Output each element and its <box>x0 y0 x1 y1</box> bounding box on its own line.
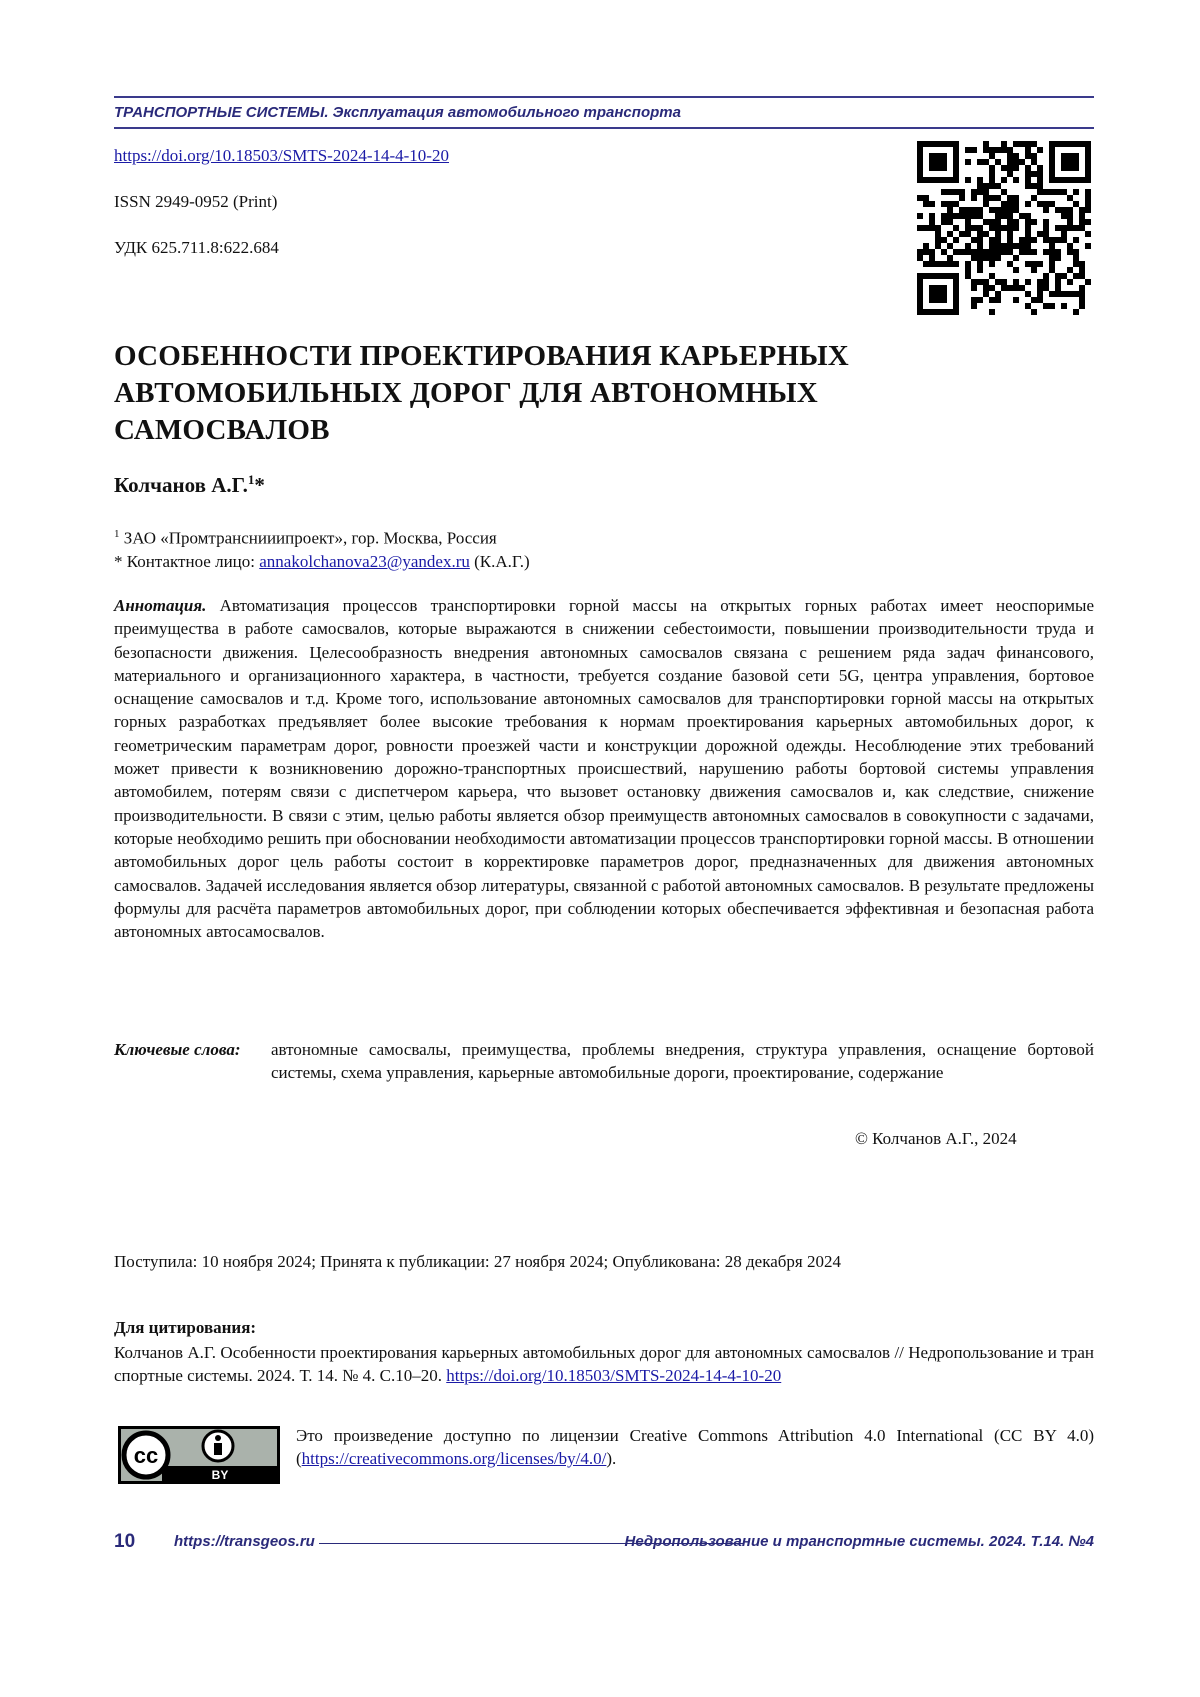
license-body: Это произведение доступно по лицензии Creative Commons Attribution 4.0 International (CC BY 4.0) ( <box>296 1426 1094 1468</box>
footer-journal: Недропользование и транспортные системы. 2024. Т.14. №4 <box>625 1533 1094 1550</box>
qr-code <box>917 141 1091 315</box>
title-line-1: ОСОБЕННОСТИ ПРОЕКТИРОВАНИЯ КАРЬЕРНЫХ <box>114 340 849 372</box>
title-line-3: САМОСВАЛОВ <box>114 414 330 446</box>
keywords-text: автономные самосвалы, преимущества, проблемы внедрения, структура управления, оснащение бортовой системы, схема управления, карьерные автомобильные дороги, проектирование, содержание <box>271 1038 1094 1084</box>
license-link[interactable]: https://creativecommons.org/licenses/by/4.0/ <box>302 1449 607 1468</box>
citation-body: Колчанов А.Г. Особенности проектирования карьерных автомобильных дорог для автономных самосвалов // Недропользование и транспортные системы. 2024. Т. 14. № 4. С.10–20. <box>114 1343 1094 1385</box>
author-contact-mark: * <box>254 473 265 497</box>
license-text <box>296 1424 1094 1470</box>
contact-email-link[interactable]: annakolchanova23@yandex.ru <box>259 552 470 571</box>
abstract-text: Автоматизация процессов транспортировки горной массы на открытых горных работах имеет неоспоримые преимущества в работе самосвалов, которые выражаются в снижении себестоимости, повышении производительности труда и безопасности движения. Целесообразность внедрения автономных самосвалов связана с решением ряда задач финансового, материального и организационного характера, в частности, требуется создание базовой сети 5G, центра управления, бортовое оснащение самосвалов и т.д. Кроме того, использование автономных самосвалов для транспортировки горной массы на открытых горных разработках предъявляет более высокие требования к нормам проектирования карьерных автомобильных дорог, к геометрическим параметрам дорог, ровности проезжей части и конструкции дорожной одежды. Несоблюдение этих требований может привести к возникновению дорожно-транспортных происшествий, нарушению работы бортовой системы управления автомобилем, потерям связи с диспетчером карьера, что вызовет остановку движения самосвалов и, как следствие, снижение производительности. В связи с этим, целью работы является обзор преимуществ автономных самосвалов в совокупности с задачами, которые необходимо решить при обосновании необходимости автоматизации процессов транспортировки горной массы. В отношении автомобильных дорог цель работы состоит в корректировке параметров дорог, предназначенных для движения автономных самосвалов. Задачей исследования является обзор литературы, связанной с работой автономных самосвалов. В результате предложены формулы для расчёта параметров автомобильных дорог, при соблюдении которых обеспечивается эффективная и безопасная работа автономных автосамосвалов. <box>114 596 1094 941</box>
author-affil-sup: 1 <box>248 472 255 487</box>
keywords-label: Ключевые слова: <box>114 1038 241 1061</box>
abstract-label: Аннотация. <box>114 596 206 615</box>
page-number: 10 <box>114 1531 135 1553</box>
license-end: ). <box>606 1449 616 1468</box>
publication-dates: Поступила: 10 ноября 2024; Принята к публикации: 27 ноября 2024; Опубликована: 28 декабря 2024 <box>114 1252 841 1272</box>
article-title <box>114 338 974 449</box>
doi-link[interactable]: https://doi.org/10.18503/SMTS-2024-14-4-10-20 <box>114 146 449 165</box>
affiliation-org: ЗАО «Промтранснииипроект», гор. Москва, Россия <box>120 529 497 548</box>
citation-text <box>114 1341 1094 1387</box>
author-name: Колчанов А.Г. <box>114 473 248 497</box>
affiliation-org-line <box>114 523 530 550</box>
running-head-text: ТРАНСПОРТНЫЕ СИСТЕМЫ. Эксплуатация автомобильного транспорта <box>114 104 681 121</box>
affiliation-sup: 1 <box>114 528 120 540</box>
citation-doi-link[interactable]: https://doi.org/10.18503/SMTS-2024-14-4-10-20 <box>446 1366 781 1385</box>
doi-line <box>114 146 449 166</box>
issn: ISSN 2949-0952 (Print) <box>114 192 277 212</box>
footer-site-link[interactable]: https://transgeos.ru <box>174 1533 315 1550</box>
affiliation-block <box>114 523 530 573</box>
page-footer <box>114 1531 1094 1557</box>
cc-icon-label: cc <box>134 1443 158 1468</box>
running-head <box>114 96 1094 129</box>
author-line <box>114 472 265 498</box>
contact-line <box>114 550 530 573</box>
article-page <box>0 0 1200 1697</box>
title-line-2: АВТОМОБИЛЬНЫХ ДОРОГ ДЛЯ АВТОНОМНЫХ <box>114 377 818 409</box>
contact-label: * Контактное лицо: <box>114 552 259 571</box>
by-label: BY <box>212 1468 229 1482</box>
abstract <box>114 594 1094 943</box>
udk: УДК 625.711.8:622.684 <box>114 238 279 258</box>
citation-heading: Для цитирования: <box>114 1318 256 1338</box>
cc-by-badge[interactable] <box>118 1426 280 1484</box>
contact-suffix: (К.А.Г.) <box>470 552 530 571</box>
copyright: © Колчанов А.Г., 2024 <box>855 1129 1017 1149</box>
